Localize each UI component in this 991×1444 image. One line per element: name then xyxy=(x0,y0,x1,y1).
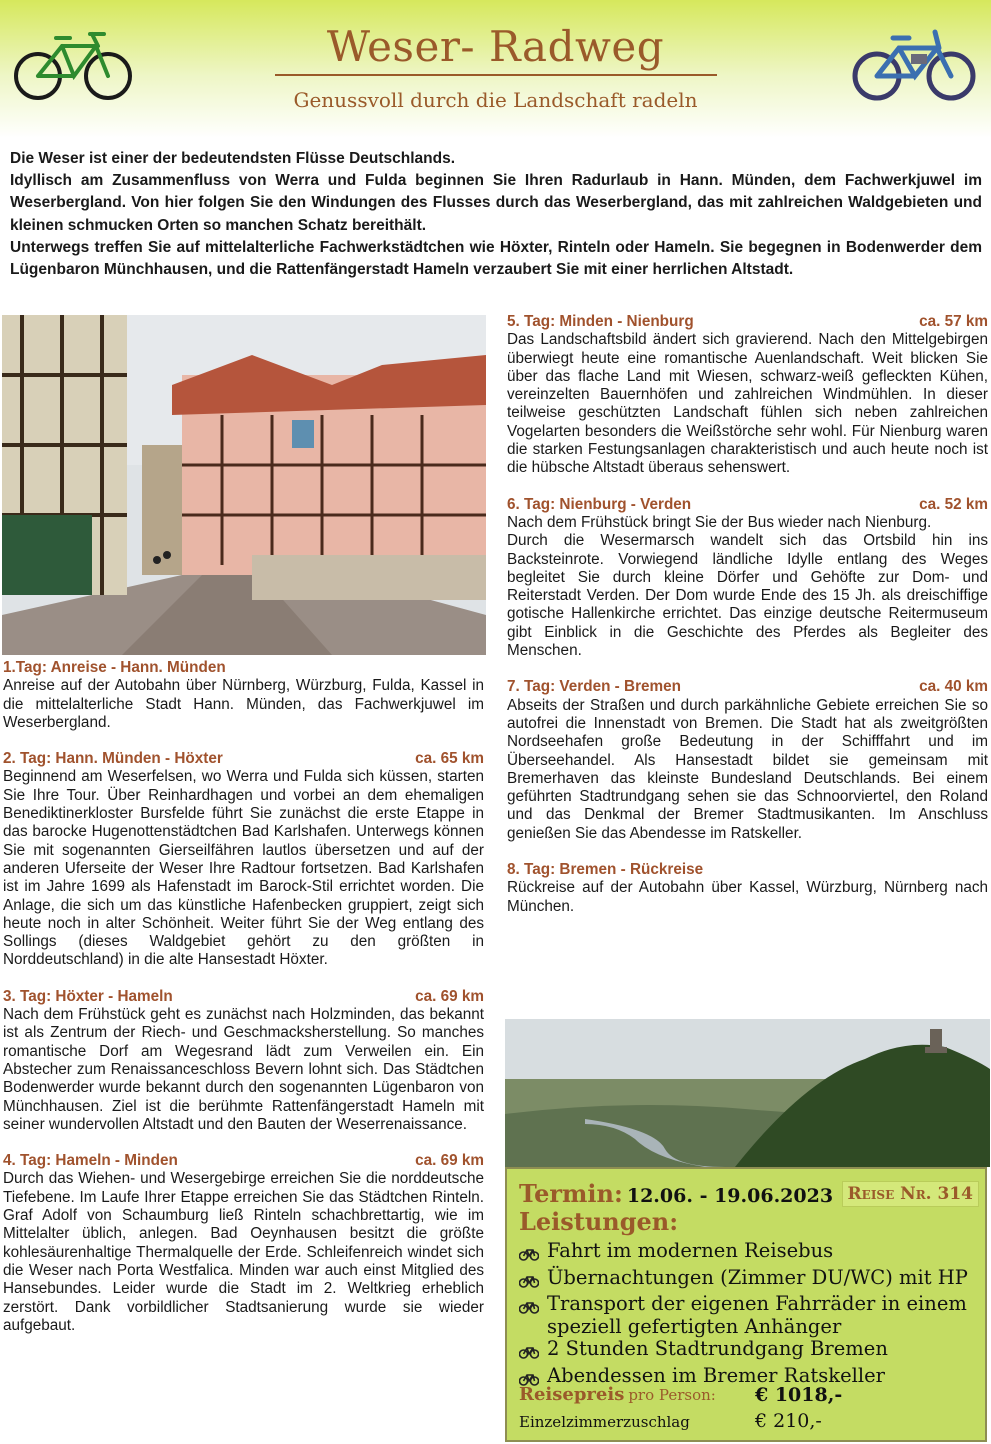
day-title: 3. Tag: Höxter - Hameln xyxy=(3,987,173,1005)
photo-hann-muenden xyxy=(2,315,486,655)
booking-info-box xyxy=(505,1167,987,1442)
intro-paragraph: Unterwegs treffen Sie auf mittelalterliche Fachwerkstädtchen wie Höxter, Rinteln oder Hameln. Sie begegnen in Bodenwerder dem Lügenbaron Münchhausen, und die Rattenfängerstadt Hameln verzaubert Sie mit einer herrlichen Altstadt. xyxy=(10,238,982,279)
day-6 xyxy=(507,496,988,661)
bicycle-icon xyxy=(519,1267,547,1294)
list-item: 2 Stunden Stadtrundgang Bremen xyxy=(519,1338,979,1365)
termin-line xyxy=(519,1179,833,1208)
day-1 xyxy=(3,659,484,732)
list-item: Transport der eigenen Fahrräder in einem speziell gefertigten Anhänger xyxy=(519,1293,979,1338)
day-7 xyxy=(507,678,988,843)
bicycle-icon xyxy=(519,1240,547,1267)
day-distance: ca. 69 km xyxy=(415,987,484,1005)
day-text: Rückreise auf der Autobahn über Kassel, Würzburg, Nürnberg nach München. xyxy=(507,879,988,915)
intro-paragraph: Idyllisch am Zusammenfluss von Werra und Fulda beginnen Sie Ihren Radurlaub in Hann. Münden, dem Fachwerkjuwel im Weserbergland. Von hier folgen Sie den Windungen des Flusses durch das Weserbergland, das mit zahlreichen Waldgebieten und kleinen schmucken Orten so manchen Schatz bereithält. xyxy=(10,172,982,234)
day-3 xyxy=(3,988,484,1134)
day-title: 4. Tag: Hameln - Minden xyxy=(3,1152,178,1170)
bicycle-icon xyxy=(519,1293,547,1338)
termin-label: Termin: xyxy=(519,1179,623,1208)
leistungen-list xyxy=(519,1240,979,1391)
day-text: Nach dem Frühstück bringt Sie der Bus wieder nach Nienburg. xyxy=(507,513,932,531)
day-distance: ca. 65 km xyxy=(415,750,484,768)
day-text: Nach dem Frühstück geht es zunächst nach Holzminden, das bekannt ist als Zentrum der Riech- und Geschmacksherstellung. So manches romantische Dorf am Wegesrand lädt zum Verweilen ein. Ein Abstecher zum Renaissanceschloss Bevern lohnt sich. Das Städtchen Bodenwerder wurde bekannt durch den sogenannten Lügenbaron von Münchhausen. Ziel ist die berühmte Rattenfängerstadt Hameln mit seiner wundervollen Altstadt und den Bauten der Weserrenaissance. xyxy=(3,1006,484,1133)
single-room-value: € 210,- xyxy=(755,1410,822,1432)
leistungen-heading: Leistungen: xyxy=(519,1207,679,1236)
bicycle-icon xyxy=(519,1338,547,1365)
day-title: 6. Tag: Nienburg - Verden xyxy=(507,495,692,513)
day-text: Anreise auf der Autobahn über Nürnberg, Würzburg, Fulda, Kassel in die mittelalterliche Stadt Hann. Münden, das Fachwerkjuwel im Weserbergland. xyxy=(3,677,484,731)
single-room-label: Einzelzimmerzuschlag xyxy=(519,1413,690,1431)
day-text: Das Landschaftsbild ändert sich gravierend. Nach den Mittelgebirgen überwiegt heute eine romantische Auenlandschaft. Weit blicken Sie über das flache Land mit Wiesen, schwarz-weiß gefleckten Kühen, vereinzelten Bauernhöfen und zahlreichen Windmühlen. In dieser teilweise geschützten Landschaft fühlen sich neben zahlreichen Vogelarten besonders die Weißstörche sehr wohl. Für Nienburg waren die starken Festungsanlagen charakteristisch und auch heute noch ist die hübsche Altstadt überaus sehenswert. xyxy=(507,331,988,477)
day-text: Beginnend am Weserfelsen, wo Werra und Fulda sich küssen, starten Sie Ihre Tour. Über Reinhardhagen und vorbei an dem ehemaligen Benediktinerkloster Bursfelde führt Sie zunächst die erste Etappe in das barocke Hugenottenstädtchen Bad Karlshafen. Unterwegs können Sie mit sogenannten Gierseilfähren lautlos übersetzen und auf der anderen Uferseite der Weser Ihre Radtour fortsetzen. Bad Karlshafen ist im Jahre 1699 als Hafenstadt im Barock-Stil errichtet worden. Die Anlage, die sich um das künstliche Hafenbecken gruppiert, zeigt sich heute noch in alter Schönheit. Weiter führt Sie der Weg entlang des Sollings (dieses Waldgebiet gehört zu den größten in Norddeutschland) in die alte Hansestadt Höxter. xyxy=(3,768,484,969)
day-title: 1.Tag: Anreise - Hann. Münden xyxy=(3,659,226,676)
itinerary-right-column xyxy=(507,313,988,934)
day-distance: ca. 40 km xyxy=(919,678,988,696)
intro-text xyxy=(10,148,982,281)
day-text: Abseits der Straßen und durch parkähnliche Gebiete erreichen Sie so autofrei die Innenstadt von Bremen. Die Stadt hat als zweitgrößten Nordseehafen große Bedeutung in der Schifffahrt und im Überseehandel. Als Hansestadt bildet sie gemeinsam mit Bremerhaven das kleinste Bundesland Deutschlands. Bei einem geführten Stadtrundgang sehen sie das Schnoorviertel, den Roland und das Denkmal der Bremer Stadtmusikanten. Im Anschluss genießen Sie das Abendesse im Ratskeller. xyxy=(507,696,988,842)
price-per-person: pro Person: xyxy=(628,1386,716,1404)
day-distance: ca. 57 km xyxy=(919,313,988,330)
day-title: 7. Tag: Verden - Bremen xyxy=(507,678,681,696)
list-item: Abendessen im Bremer Ratskeller xyxy=(519,1365,979,1392)
intro-paragraph: Die Weser ist einer der bedeutendsten Flüsse Deutschlands. xyxy=(10,150,456,167)
price-value: € 1018,- xyxy=(755,1384,843,1406)
day-text: Durch die Wesermarsch wandelt sich das Ortsbild hin ins Backsteinrote. Vorwiegend ländliche Idylle entlang des Weges begleitet Sie durch kleine Dörfer und Gehöfte zur Dom- und Reiterstadt Verden. Der Dom wurde Ende des 15 Jh. als dreischiffige gotische Hallenkirche errichtet. Das einzige deutsche Reitermuseum gibt Einblick in die Geschichte des Pferdes als Begleiter des Menschen. xyxy=(507,532,988,660)
day-4 xyxy=(3,1152,484,1335)
day-distance: ca. 52 km xyxy=(919,495,988,513)
day-8 xyxy=(507,861,988,916)
day-distance: ca. 69 km xyxy=(415,1152,484,1170)
list-item: Übernachtungen (Zimmer DU/WC) mit HP xyxy=(519,1267,979,1294)
photo-porta-westfalica xyxy=(505,1019,990,1167)
page-title: Weser- Radweg xyxy=(326,22,665,71)
day-text: Durch das Wiehen- und Wesergebirge erreichen Sie die norddeutsche Tiefebene. Im Laufe Ihrer Etappe erreichen Sie das Städtchen Rinteln. Graf Adolf von Schaumburg ließ Rinteln schachbrettartig, wie im Mittelalter üblich, anlegen. Bad Oeynhausen besitzt die größte kohlesäurenhaltige Thermalquelle der Erde. Schleifenreich windet sich die Weser nach Porta Westfalica. Minden war auch einst Mitglied des Hansebundes. Leider wurde die Stadt im 2. Weltkrieg erheblich zerstört. Dank vorbildlicher Stadtsanierung wurde sie wieder aufgebaut. xyxy=(3,1170,484,1334)
itinerary-left-column xyxy=(3,659,484,1353)
title-divider xyxy=(275,74,717,76)
day-title: 8. Tag: Bremen - Rückreise xyxy=(507,861,704,879)
termin-dates: 12.06. - 19.06.2023 xyxy=(626,1185,834,1207)
reise-number-badge: Reise Nr. 314 xyxy=(842,1181,979,1207)
day-2 xyxy=(3,750,484,970)
price-label: Reisepreis pro Person: xyxy=(519,1384,716,1405)
page-subtitle: Genussvoll durch die Landschaft radeln xyxy=(293,88,698,112)
day-title: 2. Tag: Hann. Münden - Höxter xyxy=(3,750,223,768)
list-item: Fahrt im modernen Reisebus xyxy=(519,1240,979,1267)
day-5 xyxy=(507,313,988,478)
day-title: 5. Tag: Minden - Nienburg xyxy=(507,313,694,330)
